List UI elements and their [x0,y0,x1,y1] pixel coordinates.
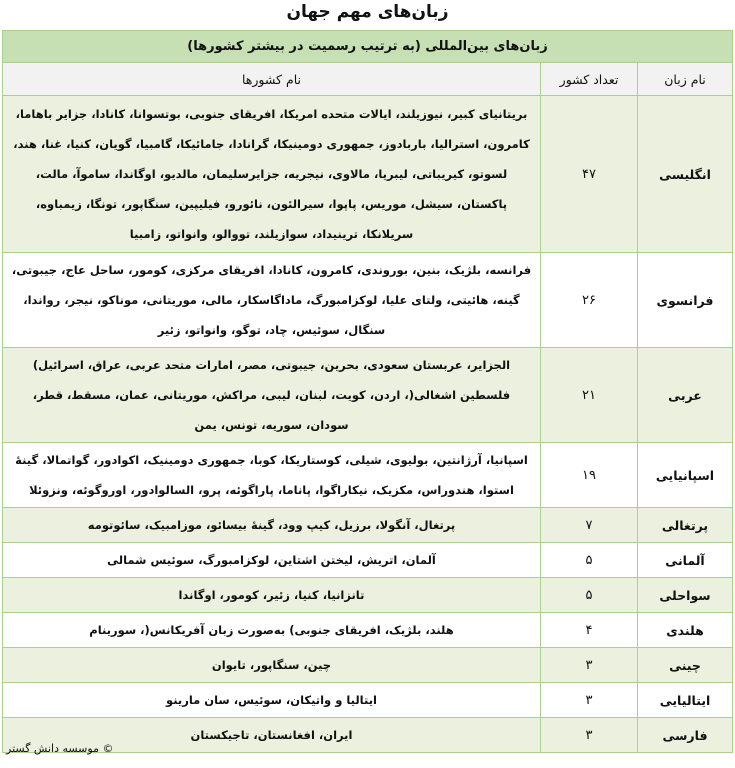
page-title: زبان‌های مهم جهان [286,2,449,22]
count-cell: ۵ [541,543,638,578]
language-cell: سواحلی [638,578,733,613]
table-row [3,578,733,613]
language-cell: فارسی [638,718,733,753]
count-cell: ۴۷ [541,96,638,253]
language-cell: اسپانیایی [638,443,733,508]
countries-cell: ایران، افغانستان، تاجیکستان [3,718,541,753]
language-cell: آلمانی [638,543,733,578]
table-row [3,508,733,543]
table-caption: زبان‌های بین‌المللی (به ترتیب رسمیت در بیشتر کشورها) [3,31,733,63]
header-count: تعداد کشور [541,63,638,96]
table-row [3,613,733,648]
count-cell: ۱۹ [541,443,638,508]
header-countries: نام کشورها [3,63,541,96]
countries-cell: فرانسه، بلژیک، بنین، بوروندی، کامرون، کانادا، افریقای مرکزی، کومور، ساحل عاج، جیبوتی، گینه، هائیتی، ولتای علیا، لوکزامبورگ، ماداگاسکار، مالی، موریتانی، موناکو، نیجر، رواندا، سنگال، سوئیس، چاد، توگو، وانواتو، زئیر [3,253,541,348]
table-row [3,96,733,253]
copyright-footer: © موسسه دانش گستر [6,742,114,755]
table-row [3,348,733,443]
table-row [3,543,733,578]
count-cell: ۷ [541,508,638,543]
language-cell: ایتالیایی [638,683,733,718]
language-cell: چینی [638,648,733,683]
count-cell: ۵ [541,578,638,613]
language-cell: انگلیسی [638,96,733,253]
countries-cell: الجزایر، عربستان سعودی، بحرین، جیبوتی، مصر، امارات متحد عربی، عراق، اسرائیل) فلسطین اشغالی(، اردن، کویت، لبنان، لیبی، مراکش، موریتانی، عمان، مسقط، قطر، سودان، سوریه، تونس، یمن [3,348,541,443]
count-cell: ۴ [541,613,638,648]
table-row [3,253,733,348]
language-cell: پرتغالی [638,508,733,543]
count-cell: ۳ [541,718,638,753]
countries-cell: آلمان، اتریش، لیختن اشتاین، لوکزامبورگ، سوئیس شمالی [3,543,541,578]
countries-cell: پرتغال، آنگولا، برزیل، کیپ وود، گینهٔ بیسائو، موزامبیک، سائوتومه [3,508,541,543]
count-cell: ۲۱ [541,348,638,443]
language-cell: عربی [638,348,733,443]
countries-cell: تانزانیا، کنیا، زئیر، کومور، اوگاندا [3,578,541,613]
countries-cell: هلند، بلژیک، افریقای جنوبی) به‌صورت زبان آفریکانس(، سورینام [3,613,541,648]
table-row [3,648,733,683]
count-cell: ۳ [541,683,638,718]
countries-cell: بریتانیای کبیر، نیوزیلند، ایالات متحده امریکا، افریقای جنوبی، بوتسوانا، کانادا، جزایر باهاما، کامرون، استرالیا، باربادوز، جمهوری دومینیکا، گرانادا، جامائیکا، گامبیا، گویان، کنیا، غنا، هند، لسوتو، کیریباتی، لیبریا، مالاوی، نیجریه، جزایرسلیمان، مالدیو، اوگاندا، ساموآ، مالت، پاکستان، سیشل، موریس، پاپوا، سیرالئون، نائورو، فیلیپین، سنگاپور، تونگا، زیمباوه، سریلانکا، ترینیداد، سوازیلند، تووالو، وانواتو، زامبیا [3,96,541,253]
language-cell: فرانسوی [638,253,733,348]
countries-cell: چین، سنگاپور، تایوان [3,648,541,683]
header-language: نام زبان [638,63,733,96]
count-cell: ۲۶ [541,253,638,348]
count-cell: ۳ [541,648,638,683]
table-row [3,443,733,508]
language-cell: هلندی [638,613,733,648]
countries-cell: ایتالیا و واتیکان، سوئیس، سان مارینو [3,683,541,718]
table-row [3,683,733,718]
languages-table [2,30,733,753]
countries-cell: اسپانیا، آرژانتین، بولیوی، شیلی، کوستاریکا، کوبا، جمهوری دومینیک، اکوادور، گواتمالا، گینهٔ استوا، هندوراس، مکزیک، نیکاراگوا، پاناما، پاراگوئه، پرو، السالوادور، اوروگوئه، ونزوئلا [3,443,541,508]
